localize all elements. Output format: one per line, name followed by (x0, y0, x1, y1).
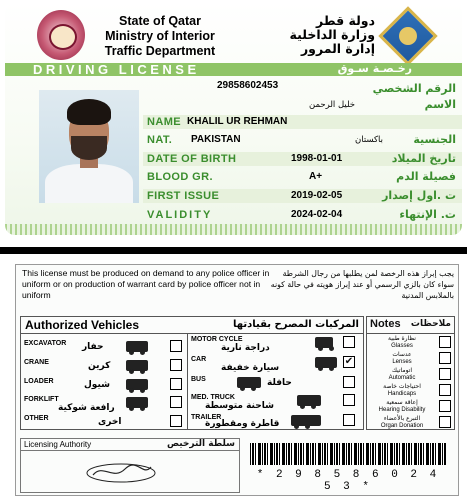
note-organ-donation (369, 416, 435, 429)
vehicle-label-ar: دراجة نارية (221, 343, 270, 353)
notice-arabic: يجب إبراز هذه الرخصة لمن يطلبها من رجال الشرطة سواء كان بالزي الرسمي أو عند إبراز هويته في حالة كونه بالملابس المدنية (270, 269, 454, 300)
note-checkbox (439, 416, 451, 428)
header-state: State of Qatar (119, 14, 201, 28)
header-ministry: Ministry of Interior (105, 29, 215, 43)
header-department-ar: إدارة المرور (300, 41, 375, 56)
license-back (15, 264, 459, 496)
row-date-of-birth (143, 152, 462, 166)
column-divider (187, 333, 188, 430)
vehicle-label: OTHER (24, 415, 49, 422)
vehicle-checkbox (170, 396, 182, 408)
bus-icon (237, 377, 261, 388)
note-label-ar: احتياجات خاصة (383, 383, 421, 390)
licensing-authority-label: Licensing Authority (24, 440, 92, 449)
notes-title: Notes (370, 318, 401, 330)
license-title: DRIVING LICENSE (33, 62, 200, 77)
header-department: Traffic Department (104, 44, 216, 58)
vehicle-bus (191, 375, 361, 393)
label-date-of-birth-ar: تاريخ الميلاد (391, 152, 456, 165)
vehicle-label: MOTOR CYCLE (191, 336, 243, 343)
note-hearing-disability (369, 400, 435, 413)
label-nationality: NAT. (147, 134, 173, 146)
vehicle-label-ar: شاحنة متوسطة (205, 401, 274, 411)
vehicle-checkbox (170, 378, 182, 390)
note-label-ar: التبرع بالأعضاء (383, 415, 421, 422)
vehicle-label-ar: رافعة شوكية (58, 403, 115, 413)
license-number: 29858602453 (217, 80, 279, 91)
vehicle-checkbox (343, 414, 355, 426)
note-checkbox (439, 368, 451, 380)
signature-icon (81, 457, 161, 487)
header-arabic (285, 14, 375, 56)
label-name-ar: الاسم (424, 98, 456, 111)
note-label: Automatic (388, 374, 416, 381)
vehicle-label: MED. TRUCK (191, 394, 235, 401)
row-first-issue (143, 189, 462, 203)
vehicle-label: FORKLIFT (24, 396, 59, 403)
gcc-logo-icon (378, 6, 437, 65)
note-checkbox (439, 336, 451, 348)
label-blood-group: BLOOD GR. (147, 171, 213, 183)
vehicle-label: BUS (191, 376, 206, 383)
vehicle-forklift (24, 395, 184, 413)
motorcycle-icon (315, 337, 333, 348)
vehicle-label-ar: كرين (88, 361, 111, 371)
vehicle-label: EXCAVATOR (24, 340, 67, 347)
trailer-icon (291, 415, 321, 426)
label-name: NAME (147, 116, 181, 128)
value-nationality-ar: باكستان (355, 135, 383, 145)
value-blood-group: A+ (309, 171, 323, 182)
vehicle-motorcycle (191, 335, 361, 353)
license-title-ar: رخـصـة سـوق (337, 62, 412, 75)
notice-english: This license must be produced on demand to any police officer in uniform or on production of warrant card by police officer not in uniform (22, 268, 270, 300)
authority-divider (21, 450, 239, 451)
row-name (143, 115, 462, 129)
vehicle-trailer (191, 413, 361, 431)
note-label: Lenses (392, 358, 412, 365)
note-label-ar: اتوماتيك (391, 367, 412, 374)
vehicle-checkbox (170, 415, 182, 427)
header-ministry-ar: وزارة الداخلية (289, 27, 375, 42)
value-nationality: PAKISTAN (191, 134, 241, 145)
label-first-issue-ar: ت .اول إصدار (382, 189, 456, 202)
vehicle-label: LOADER (24, 378, 54, 385)
license-front (5, 2, 462, 235)
note-checkbox (439, 352, 451, 364)
note-glasses (369, 336, 435, 349)
value-validity: 2024-02-04 (291, 209, 343, 220)
note-label: Hearing Disability (378, 406, 426, 413)
notes-divider (367, 333, 454, 334)
row-personal-number (143, 82, 462, 96)
vehicle-checkbox (343, 394, 355, 406)
vehicle-label-ar: حافلة (267, 378, 292, 388)
header-english (95, 14, 225, 59)
authorized-vehicles-box (20, 316, 364, 430)
car-icon (315, 357, 337, 368)
vehicle-label: CRANE (24, 359, 49, 366)
vehicle-loader (24, 377, 184, 395)
label-blood-group-ar: فصيلة الدم (396, 170, 456, 183)
authorized-vehicles-title-ar: المركبات المصرح بقيادتها (233, 319, 359, 330)
vehicle-label: CAR (191, 356, 207, 363)
loader-icon (126, 379, 148, 390)
header-state-ar: دولة قطر (316, 13, 375, 28)
forklift-icon (126, 397, 148, 408)
vehicle-label-ar: قاطرة ومقطورة (205, 419, 280, 429)
label-personal-number-ar: الرقم الشخصي (372, 82, 456, 95)
licensing-authority-box (20, 438, 240, 493)
note-automatic (369, 368, 435, 381)
holder-photo (39, 90, 139, 203)
vehicle-checkbox (170, 340, 182, 352)
vehicle-label: TRAILER (191, 414, 222, 421)
notes-title-ar: ملاحظات (410, 319, 451, 329)
card-divider (0, 247, 467, 254)
note-label-ar: عدسات (392, 351, 412, 358)
vehicle-label-ar: سيارة خفيفة (221, 363, 280, 373)
row-blood-group (143, 170, 462, 184)
value-date-of-birth: 1998-01-01 (291, 153, 343, 164)
car-checkbox-checked: ✔ (344, 356, 354, 367)
label-validity-ar: ت. الإنتهاء (399, 208, 456, 221)
qatar-emblem-icon (37, 10, 85, 60)
row-name-ar (143, 98, 462, 112)
label-validity: VALIDITY (147, 209, 213, 221)
vehicle-label-ar: حفار (82, 342, 104, 352)
note-lenses (369, 352, 435, 365)
truck-icon (297, 395, 321, 406)
vehicle-checkbox (170, 359, 182, 371)
value-first-issue: 2019-02-05 (291, 190, 343, 201)
decorative-pattern (5, 224, 462, 235)
note-label: Handicaps (387, 390, 417, 397)
vehicle-crane (24, 358, 184, 376)
row-nationality (143, 133, 462, 147)
barcode (250, 443, 446, 465)
vehicle-excavator (24, 339, 184, 357)
value-name-ar: خليل الرحمن (309, 100, 356, 110)
note-label: Organ Donation (380, 422, 424, 429)
label-first-issue: FIRST ISSUE (147, 190, 220, 202)
authorized-vehicles-title: Authorized Vehicles (25, 318, 140, 332)
note-checkbox (439, 384, 451, 396)
note-label-ar: نظارة طبية (388, 335, 416, 342)
note-handicaps (369, 384, 435, 397)
vehicle-label-ar: اخرى (98, 417, 122, 427)
vehicle-checkbox (343, 336, 355, 348)
vehicle-car (191, 355, 361, 373)
vehicle-other (24, 414, 184, 432)
note-label-ar: إعاقة سمعية (386, 399, 418, 406)
notes-box (366, 316, 455, 430)
label-nationality-ar: الجنسية (413, 133, 456, 146)
note-checkbox (439, 400, 451, 412)
excavator-icon (126, 341, 148, 352)
header-divider (21, 333, 363, 334)
label-date-of-birth: DATE OF BIRTH (147, 153, 237, 165)
licensing-authority-label-ar: سلطة الترخيص (166, 439, 235, 449)
vehicle-label-ar: شيول (84, 380, 110, 390)
barcode-number: * 2 9 8 5 8 6 0 2 4 5 3 * (256, 469, 440, 493)
row-validity (143, 208, 462, 222)
note-label: Glasses (391, 342, 413, 349)
value-name: KHALIL UR REHMAN (187, 116, 288, 127)
crane-icon (126, 360, 148, 371)
vehicle-checkbox (343, 376, 355, 388)
vehicle-medium-truck (191, 393, 361, 411)
